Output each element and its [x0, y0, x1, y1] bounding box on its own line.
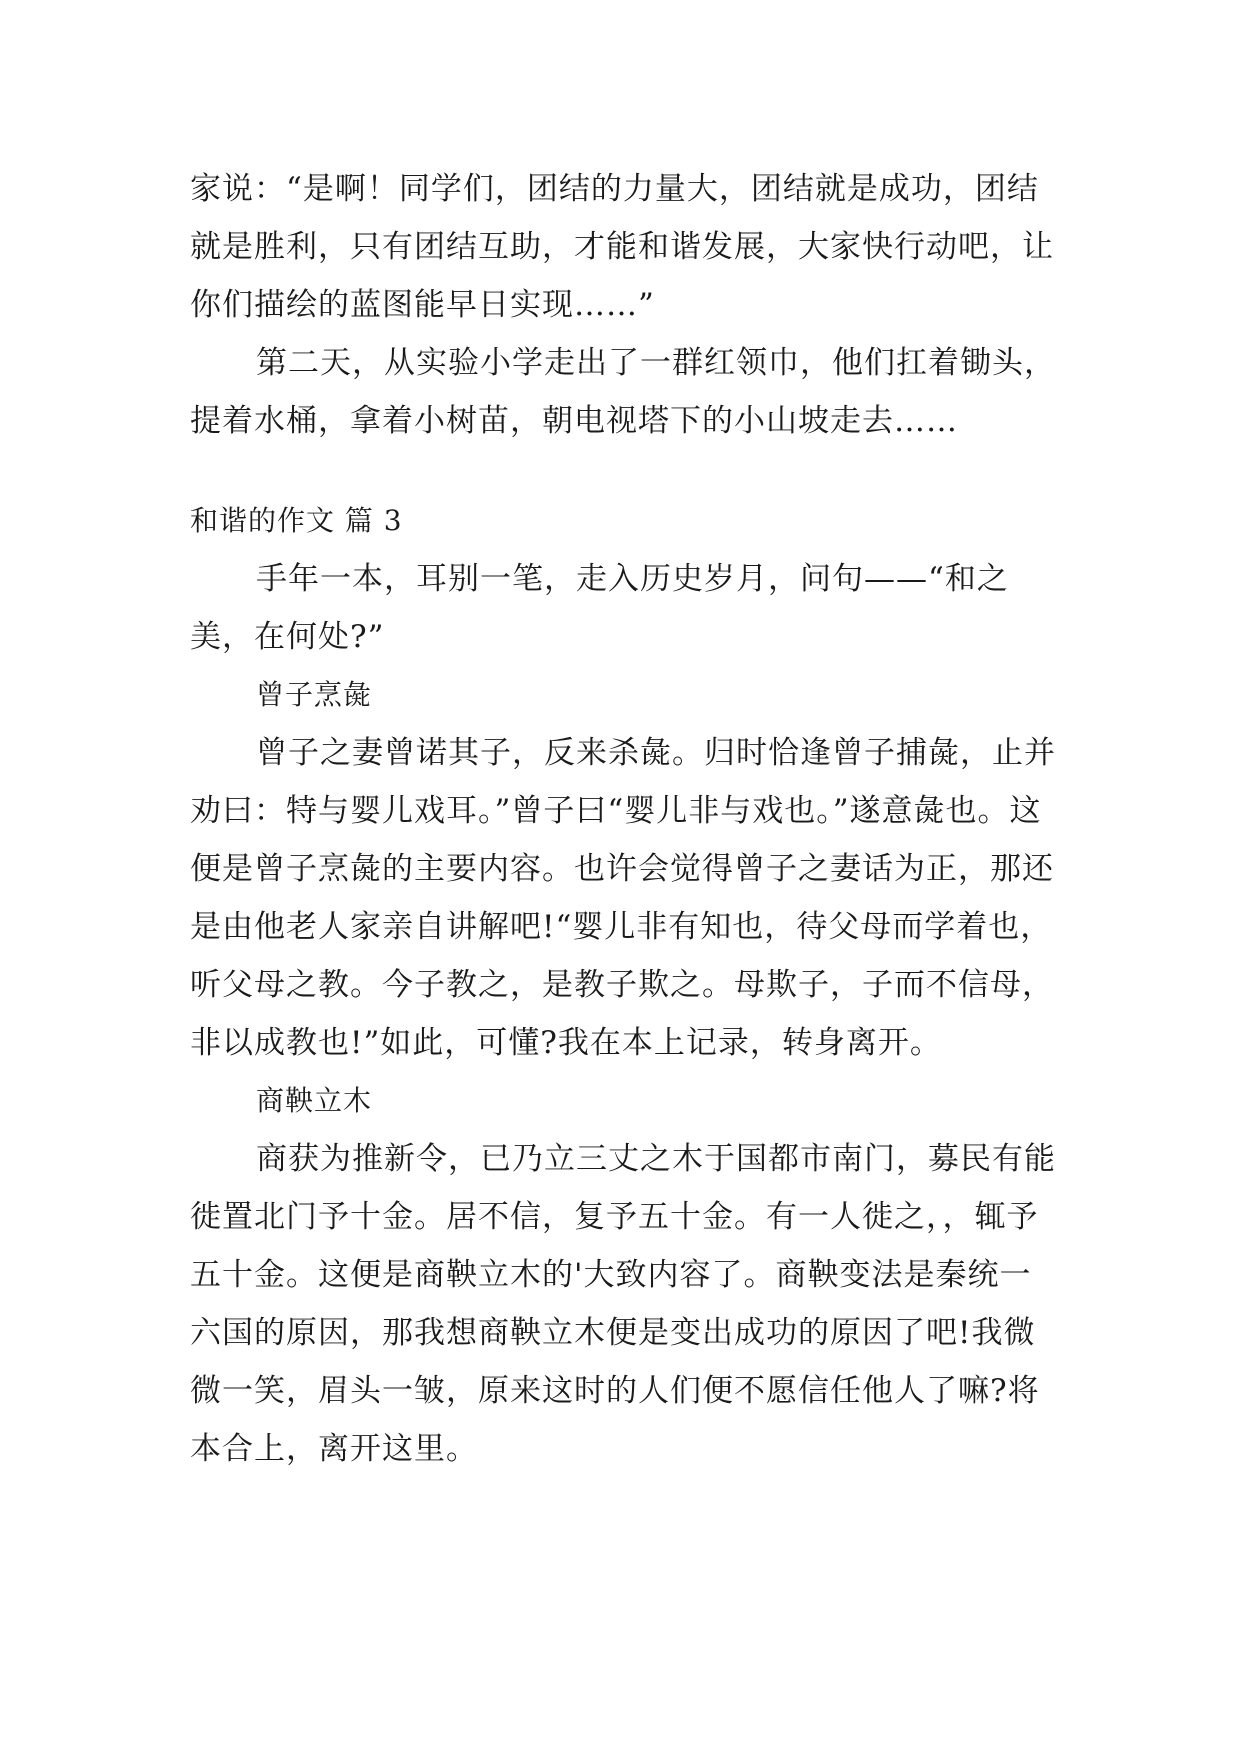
paragraph-next-day: 第二天，从实验小学走出了一群红领巾，他们扛着锄头，提着水桶，拿着小树苗，朝电视塔下的小山坡走去……	[190, 345, 1056, 439]
section-heading: 和谐的作文 篇 3	[190, 504, 403, 537]
paragraph-shangyang: 商获为推新令，已乃立三丈之木于国都市南门，募民有能徙置北门予十金。居不信，复予五十金。有一人徙之，，辄予五十金。这便是商鞅立木的'大致内容了。商鞅变法是秦统一六国的原因，那我想商鞅立木便是变出成功的原因了吧!我微微一笑，眉头一皱，原来这时的人们便不愿信任他人了嘛?将本合上，离开这里。	[190, 1141, 1056, 1467]
section-spacer	[190, 450, 1060, 492]
paragraph-closing-speech: 家说：“是啊！同学们，团结的力量大，团结就是成功，团结就是胜利，只有团结互助，才能和谐发展，大家快行动吧，让你们描绘的蓝图能早日实现……”	[190, 171, 1054, 323]
story-title-zengzi: 曾子烹彘	[256, 678, 373, 711]
paragraph-intro: 手年一本，耳别一笔，走入历史岁月，问句——“和之美，在何处?”	[190, 561, 1009, 655]
story-title-shangyang: 商鞅立木	[256, 1084, 373, 1117]
document-page	[190, 160, 1060, 1478]
paragraph-zengzi: 曾子之妻曾诺其子，反来杀彘。归时恰逢曾子捕彘，止并劝曰：特与婴儿戏耳。”曾子曰“婴儿非与戏也。”遂意彘也。这便是曾子烹彘的主要内容。也许会觉得曾子之妻话为正，那还是由他老人家亲自讲解吧!“婴儿非有知也，待父母而学着也，听父母之教。今子教之，是教子欺之。母欺子，子而不信母，非以成教也!”如此，可懂?我在本上记录，转身离开。	[190, 735, 1056, 1061]
